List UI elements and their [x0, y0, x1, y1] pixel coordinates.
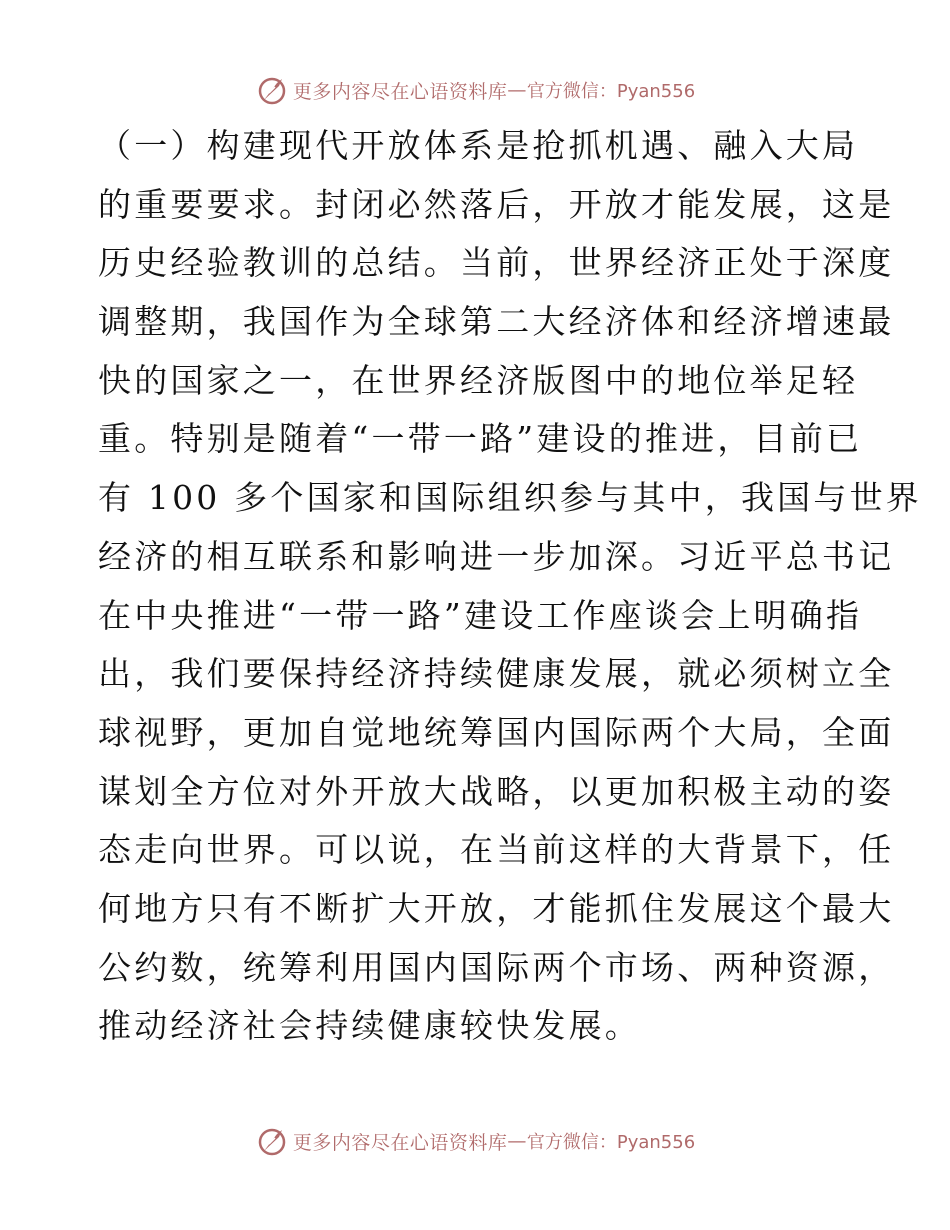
text-line: 调整期，我国作为全球第二大经济体和经济增速最: [98, 302, 895, 342]
feather-pen-logo-icon: [255, 1124, 289, 1158]
watermark-wechat-text: 官方微信：Pyan556: [526, 81, 696, 102]
watermark-site-text: 更多内容尽在心语资料库: [292, 1131, 508, 1154]
text-line: （一）构建现代开放体系是抢抓机遇、融入大局: [98, 126, 859, 165]
text-line: 态走向世界。可以说，在当前这样的大背景下，任: [98, 830, 895, 870]
text-line: 经济的相互联系和影响进一步加深。习近平总书记: [98, 536, 895, 576]
text-line: 谋划全方位对外开放大战略，以更加积极主动的姿: [98, 771, 895, 811]
text-line: 出，我们要保持经济持续健康发展，就必须树立全: [98, 654, 895, 694]
text-line: 重。特别是随着“一带一路”建设的推进，目前已: [98, 419, 863, 459]
text-line: 历史经验教训的总结。当前，世界经济正处于深度: [98, 243, 895, 283]
text-line: 推动经济社会持续健康较快发展。: [98, 1006, 641, 1046]
text-line: 何地方只有不断扩大开放，才能抓住发展这个最大: [98, 888, 895, 928]
text-line: 的重要要求。封闭必然落后，开放才能发展，这是: [98, 184, 895, 224]
watermark-site-text: 更多内容尽在心语资料库: [292, 80, 508, 103]
footer-watermark: [0, 1124, 950, 1158]
watermark-wechat-text: 官方微信：Pyan556: [526, 1132, 696, 1153]
document-body: [98, 117, 922, 1056]
text-line: 在中央推进“一带一路”建设工作座谈会上明确指: [98, 595, 863, 635]
watermark-separator: —: [507, 1130, 527, 1152]
text-line: 快的国家之一，在世界经济版图中的地位举足轻: [98, 360, 859, 400]
feather-pen-logo-icon: [255, 73, 289, 107]
text-line: 球视野，更加自觉地统筹国内国际两个大局，全面: [98, 712, 895, 752]
watermark-separator: —: [507, 79, 527, 101]
header-watermark: [0, 73, 950, 107]
text-line: 公约数，统筹利用国内国际两个市场、两种资源，: [98, 947, 895, 987]
text-line: 有 100 多个国家和国际组织参与其中，我国与世界: [98, 478, 922, 518]
